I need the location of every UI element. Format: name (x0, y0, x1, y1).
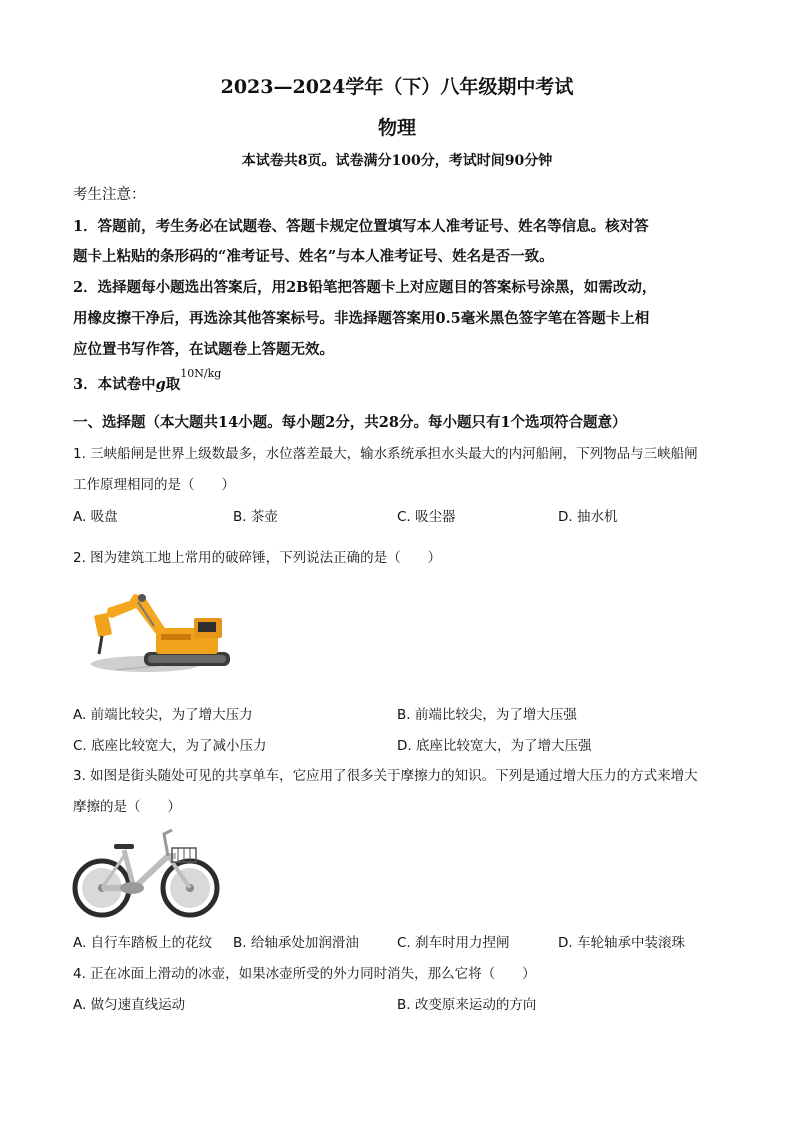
q3-option-a: A. 自行车踏板上的花纹 (73, 935, 213, 951)
note-2-line-2: 用橡皮擦干净后，再选涂其他答案标号。非选择题答案用0.5毫米黑色签字笔在答题卡上相 (73, 310, 650, 327)
q4-stem: 4. 正在冰面上滑动的冰壶，如果冰壶所受的外力同时消失，那么它将（ ） (73, 966, 536, 982)
note-3-value: 10N/kg (180, 367, 222, 380)
q3-stem-line-2: 摩擦的是（ ） (73, 799, 181, 815)
q1-stem-line-1: 1. 三峡船闸是世界上级数最多，水位落差最大，输水系统承担水头最大的内河船闸，下列物品与三峡船闸 (73, 446, 698, 462)
q4-option-b: B. 改变原来运动的方向 (397, 997, 537, 1013)
q2-option-a: A. 前端比较尖，为了增大压力 (73, 707, 253, 723)
note-2-line-3: 应位置书写作答，在试题卷上答题无效。 (73, 341, 334, 358)
q1-stem-line-2: 工作原理相同的是（ ） (73, 477, 235, 493)
exam-info: 本试卷共8页。试卷满分100分，考试时间90分钟 (241, 153, 553, 169)
q1-option-a: A. 吸盘 (73, 509, 118, 525)
note-3-prefix: 3．本试卷中 (73, 376, 156, 393)
q2-option-d: D. 底座比较宽大，为了增大压强 (397, 738, 592, 754)
note-3 (73, 367, 222, 394)
subject-title: 物理 (377, 117, 416, 139)
q2-option-c: C. 底座比较宽大，为了减小压力 (73, 738, 267, 754)
note-3-variable: g (155, 376, 166, 393)
q1-option-c: C. 吸尘器 (397, 509, 456, 525)
q4-option-a: A. 做匀速直线运动 (73, 997, 186, 1013)
note-3-mid: 取 (165, 376, 181, 393)
q3-stem-line-1: 3. 如图是街头随处可见的共享单车，它应用了很多关于摩擦力的知识。下列是通过增大压力的方式来增大 (73, 768, 698, 784)
section-1-heading: 一、选择题（本大题共14小题。每小题2分，共28分。每小题只有1个选项符合题意） (73, 414, 627, 431)
notes-heading: 考生注意： (73, 187, 146, 203)
q2-stem: 2. 图为建筑工地上常用的破碎锤，下列说法正确的是（ ） (73, 550, 442, 566)
note-2-line-1: 2．选择题每小题选出答案后，用2B铅笔把答题卡上对应题目的答案标号涂黑，如需改动， (73, 279, 657, 296)
q1-option-b: B. 茶壶 (233, 509, 278, 525)
exam-title: 2023—2024学年（下）八年级期中考试 (220, 76, 574, 98)
q3-option-b: B. 给轴承处加润滑油 (233, 935, 359, 951)
note-1-line-2: 题卡上粘贴的条形码的“准考证号、姓名”与本人准考证号、姓名是否一致。 (73, 248, 554, 265)
q3-option-c: C. 刹车时用力捏闸 (397, 935, 510, 951)
q1-option-d: D. 抽水机 (558, 509, 618, 525)
note-1-line-1: 1．答题前，考生务必在试题卷、答题卡规定位置填写本人准考证号、姓名等信息。核对答 (73, 218, 649, 235)
q2-option-b: B. 前端比较尖，为了增大压强 (397, 707, 577, 723)
breaker-hammer-image (86, 578, 234, 680)
q3-option-d: D. 车轮轴承中装滚珠 (558, 935, 685, 951)
bicycle-image (72, 826, 220, 920)
